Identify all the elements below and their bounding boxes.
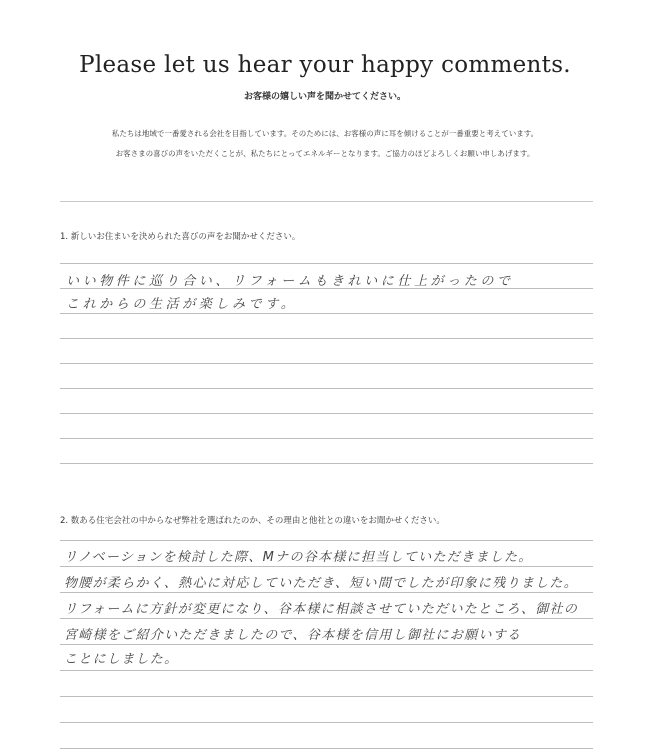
ruled-line [60, 363, 593, 364]
question-1-label: 1. 新しいお住まいを決められた喜びの声をお聞かせください。 [60, 232, 301, 242]
ruled-line [60, 413, 593, 414]
section-divider [60, 201, 593, 202]
ruled-line [60, 540, 593, 541]
ruled-line [60, 644, 593, 645]
ruled-line [60, 618, 593, 619]
ruled-line [60, 438, 593, 439]
handwritten-answer-line: これからの生活が楽しみです。 [66, 297, 298, 312]
ruled-line [60, 670, 593, 671]
ruled-line [60, 748, 593, 749]
ruled-line [60, 313, 593, 314]
ruled-line [60, 696, 593, 697]
ruled-line [60, 338, 593, 339]
form-title: Please let us hear your happy comments. [79, 52, 571, 78]
ruled-line [60, 722, 593, 723]
ruled-line [60, 566, 593, 567]
intro-text-line-2: お客さまの喜びの声をいただくことが、私たちにとってエネルギーとなります。ご協力のほどよろしくお願い申しあげます。 [115, 149, 535, 158]
ruled-line [60, 388, 593, 389]
handwritten-answer-line: リフォームに方針が変更になり、谷本様に相談させていただいたところ、御社の [64, 602, 579, 617]
ruled-line [60, 463, 593, 464]
question-2-label: 2. 数ある住宅会社の中からなぜ弊社を選ばれたのか、その理由と他社との違いをお聞かせください。 [60, 516, 445, 526]
handwritten-answer-line: リノベーションを検討した際、Mナの谷本様に担当していただきました。 [64, 550, 533, 565]
handwritten-answer-line: ことにしました。 [64, 652, 179, 667]
handwritten-answer-line: 宮崎様をご紹介いただきましたので、谷本様を信用し御社にお願いする [64, 628, 522, 643]
form-subtitle: お客様の嬉しい声を聞かせてください。 [243, 92, 406, 102]
handwritten-answer-line: いい物件に巡り合い、リフォームもきれいに仕上がったので [66, 274, 514, 289]
handwritten-answer-line: 物腰が柔らかく、熱心に対応していただき、短い間でしたが印象に残りました。 [64, 576, 579, 591]
ruled-line [60, 592, 593, 593]
ruled-line [60, 263, 593, 264]
intro-text-line-1: 私たちは地域で一番愛される会社を目指しています。そのためには、お客様の声に耳を傾けることが一番重要と考えています。 [111, 129, 539, 138]
